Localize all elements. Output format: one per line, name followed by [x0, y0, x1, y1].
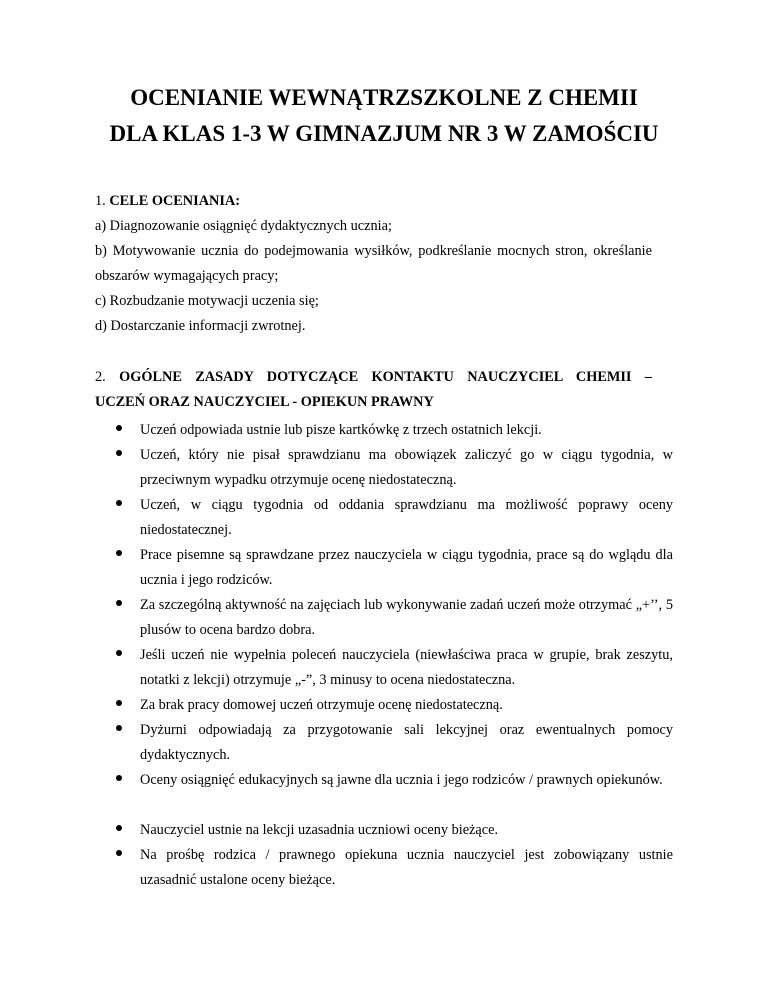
list-item-text: Uczeń, który nie pisał sprawdzianu ma obowiązek zaliczyć go w ciągu tygodnia, w przeciwnym wypadku otrzymuje ocenę niedostateczną.: [140, 447, 673, 488]
section-1-number: 1.: [95, 193, 106, 209]
bullet-icon: [116, 775, 122, 781]
list-item-text: Za brak pracy domowej uczeń otrzymuje ocenę niedostateczną.: [140, 697, 503, 713]
bullet-icon: [116, 550, 122, 556]
section-2-number: 2.: [95, 369, 106, 385]
section-1-title: CELE OCENIANIA:: [109, 193, 240, 209]
bullet-icon: [116, 825, 122, 831]
bullet-icon: [116, 725, 122, 731]
bullet-icon: [116, 850, 122, 856]
list-item-text: Uczeń, w ciągu tygodnia od oddania sprawdzianu ma możliwość poprawy oceny niedostatecznej.: [140, 497, 673, 538]
list-item-text: Uczeń odpowiada ustnie lub pisze kartkówkę z trzech ostatnich lekcji.: [140, 422, 542, 438]
section-2-heading-line-2: UCZEŃ ORAZ NAUCZYCIEL - OPIEKUN PRAWNY: [95, 394, 434, 410]
section-2-title-line-1: OGÓLNE ZASADY DOTYCZĄCE KONTAKTU NAUCZYCIEL CHEMII –: [119, 369, 652, 385]
section-1-item-c: c) Rozbudzanie motywacji uczenia się;: [95, 293, 319, 309]
section-1-item-b: b) Motywowanie ucznia do podejmowania wysiłków, podkreślanie mocnych stron, określanie: [95, 243, 652, 259]
document-title-line-1: OCENIANIE WEWNĄTRZSZKOLNE Z CHEMII: [130, 85, 638, 110]
section-1-item-b-cont: obszarów wymagających pracy;: [95, 268, 279, 284]
section-1-item-d: d) Dostarczanie informacji zwrotnej.: [95, 318, 306, 334]
section-1-heading: [95, 193, 240, 210]
bullet-icon: [116, 425, 122, 431]
section-2-heading-line-1: [95, 369, 652, 386]
list-item-text: Nauczyciel ustnie na lekcji uzasadnia uczniowi oceny bieżące.: [140, 822, 499, 838]
list-item-text: Oceny osiągnięć edukacyjnych są jawne dla ucznia i jego rodziców / prawnych opiekunów.: [140, 772, 663, 788]
bullet-icon: [116, 500, 122, 506]
bullet-icon: [116, 450, 122, 456]
document-title-line-2: DLA KLAS 1-3 W GIMNAZJUM NR 3 W ZAMOŚCIU: [109, 121, 659, 146]
list-item-text: Prace pisemne są sprawdzane przez nauczyciela w ciągu tygodnia, prace są do wglądu dla ucznia i jego rodziców.: [140, 547, 673, 588]
bullet-icon: [116, 650, 122, 656]
list-item-text: Za szczególną aktywność na zajęciach lub wykonywanie zadań uczeń może otrzymać „+’’, 5 plusów to ocena bardzo dobra.: [140, 597, 673, 638]
section-1-item-a: a) Diagnozowanie osiągnięć dydaktycznych ucznia;: [95, 218, 392, 234]
list-item-text: Jeśli uczeń nie wypełnia poleceń nauczyciela (niewłaściwa praca w grupie, brak zeszytu, notatki z lekcji) otrzymuje „-”, 3 minusy to ocena niedostateczna.: [140, 647, 673, 688]
bullet-icon: [116, 700, 122, 706]
bullet-icon: [116, 600, 122, 606]
list-item-text: Na prośbę rodzica / prawnego opiekuna ucznia nauczyciel jest zobowiązany ustnie uzasadnić ustalone oceny bieżące.: [140, 847, 673, 888]
list-item-text: Dyżurni odpowiadają za przygotowanie sali lekcyjnej oraz ewentualnych pomocy dydaktycznych.: [140, 722, 673, 763]
